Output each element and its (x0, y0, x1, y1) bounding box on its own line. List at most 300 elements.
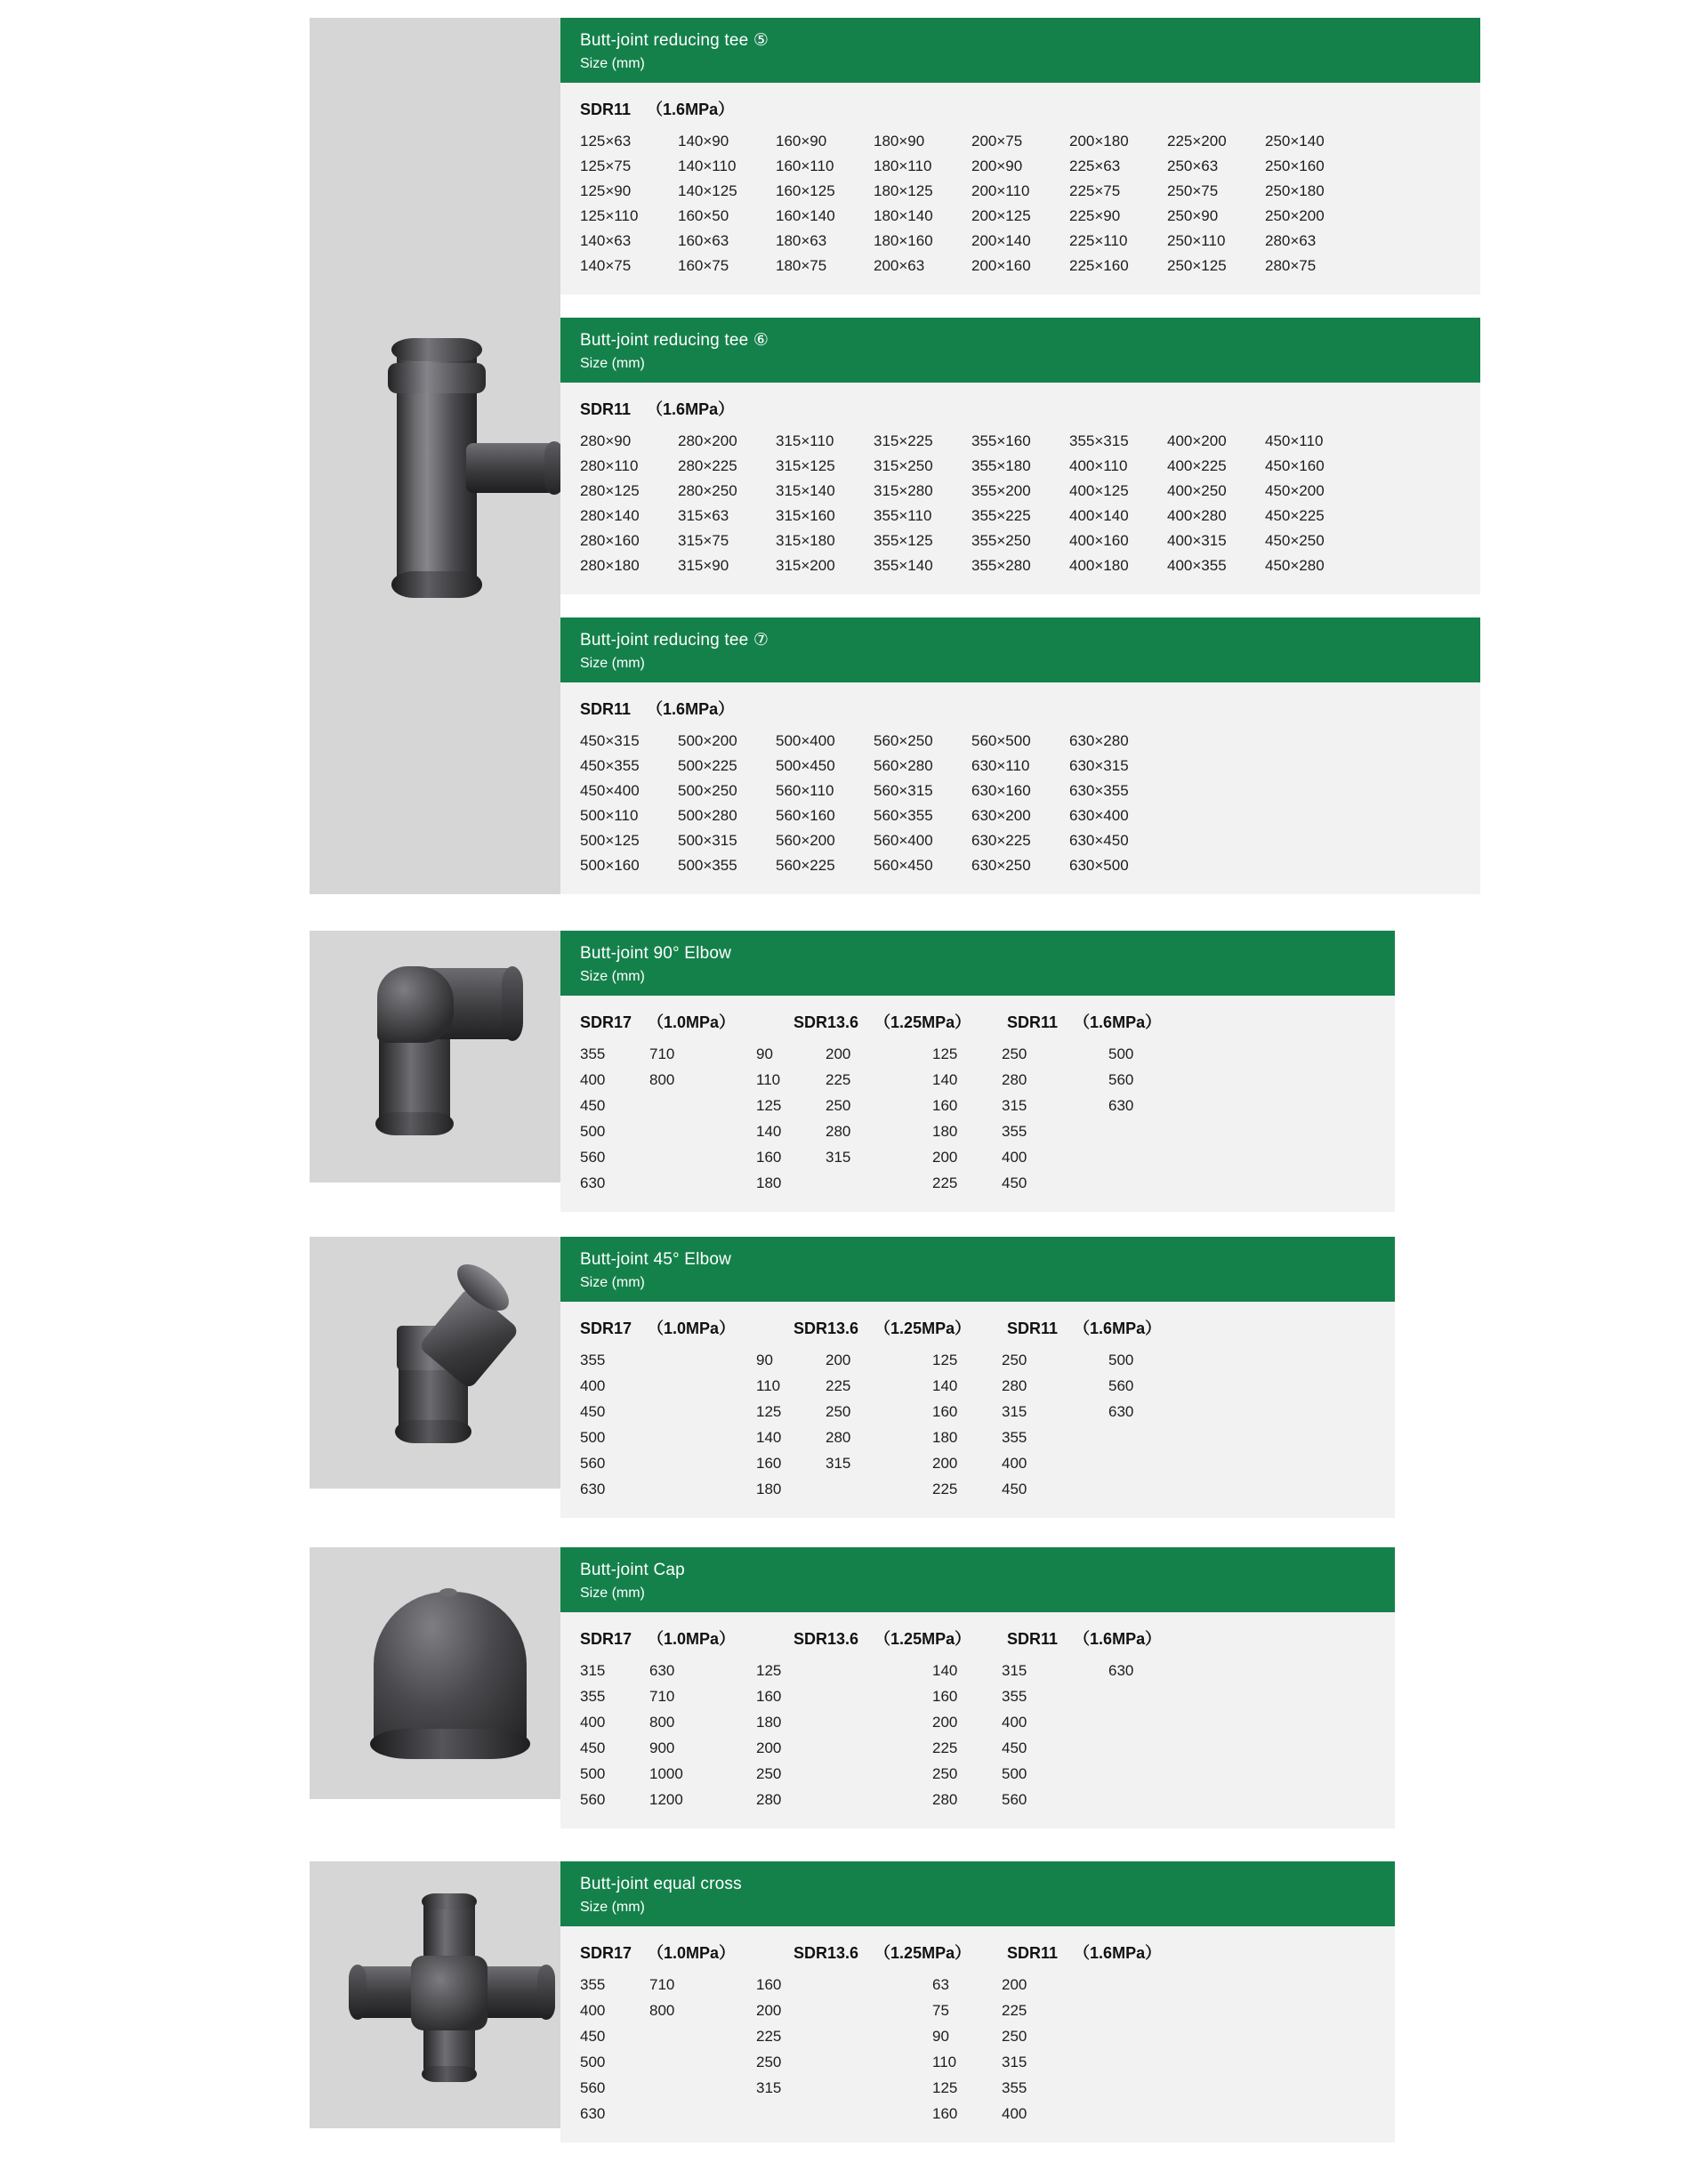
size-cell: 250×140 (1265, 132, 1325, 149)
table-gap (560, 594, 1480, 617)
size-cell (826, 1791, 932, 1809)
tee-collar (388, 363, 486, 393)
size-cell: 355 (1002, 2078, 1027, 2096)
size-cell: 710 (649, 1045, 675, 1062)
butt-joint-reducing-tee-photo (310, 18, 560, 894)
size-cell: 800 (649, 1713, 675, 1731)
size-cell: 315×250 (874, 456, 933, 474)
size-cell: 110 (756, 1070, 781, 1088)
size-cell: 630×160 (971, 782, 1031, 799)
section-reducing-tees (310, 18, 1395, 894)
size-cell: 225 (932, 1174, 958, 1191)
size-cell: 125 (756, 1402, 782, 1420)
size-cell (1265, 807, 1363, 825)
size-cell: 63 (932, 1975, 949, 1993)
size-cell: 180×140 (874, 206, 933, 224)
size-cell: 250×110 (1167, 231, 1226, 249)
size-cell: 250×90 (1167, 206, 1219, 224)
size-cell: 125 (756, 1661, 782, 1679)
size-cell (1108, 1174, 1178, 1192)
table-title: Butt-joint equal cross (580, 1875, 742, 1893)
sdr-label: SDR17 (580, 1629, 632, 1648)
size-cell: 225 (826, 1376, 851, 1394)
sdr-row (580, 1626, 1375, 1650)
size-cell (1363, 432, 1461, 450)
size-cell: 180 (756, 1713, 782, 1731)
size-cell: 225 (756, 2027, 782, 2045)
sdr-label: SDR17 (580, 1943, 632, 1962)
cap-dome (374, 1592, 527, 1752)
size-cell (1167, 807, 1265, 825)
size-cell: 125×75 (580, 157, 632, 174)
size-cell: 250 (826, 1402, 851, 1420)
size-cell: 630 (1108, 1402, 1134, 1420)
size-cell: 560 (1108, 1070, 1134, 1088)
size-cell: 180×75 (776, 256, 827, 274)
size-cell: 225×110 (1069, 231, 1128, 249)
size-cell: 200 (826, 1045, 851, 1062)
size-cell: 560×355 (874, 807, 933, 824)
size-cell: 630×450 (1069, 832, 1129, 849)
size-cell: 140 (756, 1122, 782, 1140)
size-cell (1363, 857, 1461, 875)
table-gap (560, 295, 1480, 318)
size-cell (826, 1976, 932, 1994)
size-cell: 450×280 (1265, 556, 1325, 574)
size-cell: 500 (580, 1122, 606, 1140)
size-cell: 160 (756, 1975, 782, 1993)
size-cell (1108, 1765, 1178, 1783)
table-title: Butt-joint reducing tee ⑥ (580, 331, 769, 351)
size-cell: 355 (580, 1045, 606, 1062)
size-cell: 500×400 (776, 732, 835, 749)
table-subtitle: Size (mm) (580, 655, 645, 671)
sdr-label: SDR13.6 (794, 1013, 859, 1031)
sdr-pressure: （1.6MPa） (647, 100, 735, 118)
size-cell: 280 (756, 1790, 782, 1808)
size-cell: 315×90 (678, 556, 729, 574)
size-cell: 160 (756, 1454, 782, 1472)
size-cell: 200×63 (874, 256, 925, 274)
tee-branch-rim (544, 441, 560, 495)
size-cell: 400 (580, 1376, 606, 1394)
table-header (560, 931, 1395, 996)
size-cell: 225 (932, 1739, 958, 1756)
size-cell: 315 (826, 1454, 851, 1472)
size-cell: 250 (1002, 1351, 1027, 1368)
size-cell: 450 (580, 1402, 606, 1420)
size-cell: 500×125 (580, 832, 640, 849)
cross-illustration (349, 1893, 553, 2080)
butt-joint-equal-cross-photo (310, 1861, 560, 2128)
size-cell: 400×160 (1069, 531, 1129, 549)
size-cell: 400×200 (1167, 432, 1227, 449)
size-cell: 200×180 (1069, 132, 1129, 149)
size-cell: 200×160 (971, 256, 1031, 274)
size-cell (1167, 757, 1265, 775)
sdr-pressure: （1.6MPa） (647, 400, 735, 418)
sdr-pressure: （1.6MPa） (1074, 1943, 1162, 1962)
table-subtitle: Size (mm) (580, 1585, 645, 1601)
size-cell: 400×355 (1167, 556, 1227, 574)
size-cell: 315×110 (776, 432, 834, 449)
size-cell (1108, 2105, 1178, 2123)
size-cell: 160 (756, 1148, 782, 1166)
sdr-label: SDR17 (580, 1013, 632, 1031)
size-cell: 280 (932, 1790, 958, 1808)
size-cell (1167, 832, 1265, 850)
sdr-pressure: （1.25MPa） (874, 1013, 971, 1031)
sdr-row (580, 397, 1461, 420)
elbow-horizontal-rim (502, 966, 523, 1041)
size-cell (649, 1403, 756, 1421)
sdr-label: SDR11 (580, 400, 632, 418)
size-cell: 225×200 (1167, 132, 1227, 149)
size-cell: 250×125 (1167, 256, 1227, 274)
size-cell: 630 (1108, 1096, 1134, 1114)
size-cell (826, 1174, 932, 1192)
size-grid (580, 1662, 1375, 1809)
size-cell: 140×125 (678, 182, 737, 199)
size-cell: 280×200 (678, 432, 737, 449)
sdr-label: SDR13.6 (794, 1319, 859, 1337)
size-cell (649, 2028, 756, 2046)
size-cell (1265, 782, 1363, 800)
sdr-group (580, 397, 734, 420)
size-cell: 500×315 (678, 832, 737, 849)
size-cell: 400 (580, 1070, 606, 1088)
size-cell: 1000 (649, 1764, 683, 1782)
size-cell: 500 (1108, 1351, 1134, 1368)
sdr-group (1007, 1941, 1221, 1964)
size-cell (826, 2105, 932, 2123)
size-cell (1363, 557, 1461, 575)
size-cell: 450×355 (580, 757, 640, 774)
size-cell: 225 (1002, 2001, 1027, 2019)
butt-joint-45-elbow-photo (310, 1237, 560, 1489)
size-cell (1363, 532, 1461, 550)
size-cell: 315×180 (776, 531, 835, 549)
cap-top-nub (439, 1588, 457, 1597)
size-cell: 450×250 (1265, 531, 1325, 549)
size-cell (1363, 157, 1461, 175)
butt-joint-cap-photo (310, 1547, 560, 1799)
size-cell (1108, 1688, 1178, 1706)
size-cell (1363, 457, 1461, 475)
size-cell (649, 1455, 756, 1473)
size-cell: 280×110 (580, 456, 639, 474)
size-cell: 500×250 (678, 782, 737, 799)
size-cell: 355 (580, 1351, 606, 1368)
cross-top-rim (422, 1893, 477, 1909)
table-cap (560, 1547, 1395, 1828)
size-cell: 400 (580, 2001, 606, 2019)
size-cell (826, 2002, 932, 2020)
size-cell: 280×90 (580, 432, 632, 449)
size-cell (1108, 1714, 1178, 1731)
size-cell: 315×280 (874, 481, 933, 499)
size-cell (1363, 832, 1461, 850)
size-cell: 180×125 (874, 182, 933, 199)
sdr-row (580, 697, 1461, 720)
size-cell: 560×200 (776, 832, 835, 849)
size-cell: 280×140 (580, 506, 640, 524)
cap-table (560, 1547, 1395, 1808)
size-cell: 400×110 (1069, 456, 1128, 474)
size-cell: 225×63 (1069, 157, 1121, 174)
size-cell: 450×400 (580, 782, 640, 799)
size-cell: 450 (1002, 1480, 1027, 1497)
size-cell: 500 (580, 1764, 606, 1782)
size-cell: 560 (580, 1148, 606, 1166)
size-cell: 630 (649, 1661, 675, 1679)
table-subtitle: Size (mm) (580, 968, 645, 984)
sdr-label: SDR11 (1007, 1629, 1059, 1648)
size-cell: 450 (580, 1096, 606, 1114)
size-cell: 125 (932, 2078, 958, 2096)
size-cell: 250 (1002, 1045, 1027, 1062)
size-cell: 560×250 (874, 732, 933, 749)
size-cell: 315×75 (678, 531, 729, 549)
size-cell: 450 (1002, 1739, 1027, 1756)
table-header (560, 18, 1480, 83)
size-cell: 355×140 (874, 556, 933, 574)
size-cell: 630×110 (971, 757, 1030, 774)
size-cell: 500 (1108, 1045, 1134, 1062)
size-cell: 500×450 (776, 757, 835, 774)
size-cell: 315×160 (776, 506, 835, 524)
section-elbow-90 (310, 931, 1395, 1191)
size-cell (1108, 2028, 1178, 2046)
size-cell: 160×90 (776, 132, 827, 149)
size-cell: 180×90 (874, 132, 925, 149)
size-cell: 800 (649, 2001, 675, 2019)
size-cell: 400×180 (1069, 556, 1129, 574)
size-cell: 630×355 (1069, 782, 1129, 799)
size-cell: 800 (649, 1070, 675, 1088)
sdr-group (794, 1626, 1007, 1650)
size-cell: 280×250 (678, 481, 737, 499)
sdr-row (580, 1941, 1375, 1964)
size-cell: 560×110 (776, 782, 834, 799)
size-cell: 560×280 (874, 757, 933, 774)
sdr-label: SDR13.6 (794, 1629, 859, 1648)
size-cell: 140×63 (580, 231, 632, 249)
tee-run-bottom-rim (391, 571, 482, 598)
cross-right-rim (537, 1965, 555, 2020)
size-cell: 400×315 (1167, 531, 1227, 549)
size-cell (1265, 857, 1363, 875)
size-cell: 315×63 (678, 506, 729, 524)
size-cell (756, 2105, 826, 2123)
size-cell: 160 (932, 1687, 958, 1705)
size-cell: 355 (1002, 1428, 1027, 1446)
size-cell: 315 (756, 2078, 782, 2096)
size-cell (826, 2054, 932, 2071)
size-cell: 140 (932, 1661, 958, 1679)
size-cell: 250 (1002, 2027, 1027, 2045)
size-cell: 140×75 (580, 256, 632, 274)
size-cell: 400×250 (1167, 481, 1227, 499)
size-cell (1167, 732, 1265, 750)
sdr-label: SDR13.6 (794, 1943, 859, 1962)
size-cell: 355 (580, 1975, 606, 1993)
sdr-group (1007, 1010, 1221, 1033)
size-cell: 200×75 (971, 132, 1023, 149)
sdr-group (580, 1316, 794, 1339)
sdr-label: SDR11 (580, 100, 632, 118)
size-cell: 200×90 (971, 157, 1023, 174)
reducing-tee-tables (560, 18, 1480, 894)
size-cell: 1200 (649, 1790, 683, 1808)
size-cell: 125×110 (580, 206, 639, 224)
size-cell (826, 1481, 932, 1498)
sdr-pressure: （1.25MPa） (874, 1629, 971, 1648)
sdr-group (580, 697, 734, 720)
size-cell (1108, 1429, 1178, 1447)
size-cell: 225 (826, 1070, 851, 1088)
size-cell (649, 2054, 756, 2071)
equal-cross-table (560, 1861, 1395, 2128)
size-cell: 560 (580, 1454, 606, 1472)
sdr-label: SDR17 (580, 1319, 632, 1337)
size-cell: 315×225 (874, 432, 933, 449)
table-body (560, 996, 1395, 1212)
sdr-group (580, 97, 734, 120)
size-cell (1363, 182, 1461, 200)
size-cell: 125×90 (580, 182, 632, 199)
size-cell (826, 1739, 932, 1757)
elbow-knee (377, 966, 454, 1043)
size-cell: 200 (1002, 1975, 1027, 1993)
size-cell: 500×110 (580, 807, 639, 824)
table-header (560, 1237, 1395, 1302)
size-cell: 450 (580, 1739, 606, 1756)
size-cell: 75 (932, 2001, 949, 2019)
size-cell: 315 (826, 1148, 851, 1166)
section-equal-cross (310, 1861, 1395, 2128)
sdr-group (580, 1010, 794, 1033)
size-cell: 315×125 (776, 456, 835, 474)
size-cell: 90 (756, 1045, 773, 1062)
size-cell: 90 (756, 1351, 773, 1368)
table-subtitle: Size (mm) (580, 1274, 645, 1290)
sdr-group (580, 1941, 794, 1964)
size-cell: 400 (1002, 1713, 1027, 1731)
size-cell (1167, 857, 1265, 875)
size-cell (1363, 732, 1461, 750)
size-cell: 280×180 (580, 556, 640, 574)
size-cell (1363, 232, 1461, 250)
size-cell: 500 (580, 2053, 606, 2070)
size-cell: 250 (932, 1764, 958, 1782)
size-cell: 355×110 (874, 506, 932, 524)
size-cell: 900 (649, 1739, 675, 1756)
sdr-pressure: （1.6MPa） (1074, 1629, 1162, 1648)
size-cell (1363, 207, 1461, 225)
size-cell: 500×160 (580, 857, 640, 874)
size-cell (1265, 757, 1363, 775)
size-cell (649, 1149, 756, 1166)
sdr-pressure: （1.0MPa） (648, 1943, 736, 1962)
elbow-vertical-rim (375, 1112, 454, 1135)
tee-branch-pipe (466, 443, 555, 493)
size-cell: 560×315 (874, 782, 933, 799)
size-cell (1108, 1123, 1178, 1141)
size-cell: 560 (580, 2078, 606, 2096)
size-cell: 160 (932, 2104, 958, 2122)
size-cell: 400×140 (1069, 506, 1129, 524)
size-cell: 250 (756, 2053, 782, 2070)
size-cell: 630×500 (1069, 857, 1129, 874)
elbow-base-rim (395, 1420, 471, 1443)
size-cell: 355×315 (1069, 432, 1129, 449)
size-cell: 355 (580, 1687, 606, 1705)
table-reducing-tee-6 (560, 318, 1480, 594)
size-cell: 315 (580, 1661, 606, 1679)
sdr-row (580, 1010, 1375, 1033)
size-cell: 315 (1002, 1096, 1027, 1114)
size-cell: 400 (580, 1713, 606, 1731)
tee-illustration (361, 347, 560, 605)
size-cell (649, 1174, 756, 1192)
size-cell: 200×110 (971, 182, 1030, 199)
size-cell: 450×315 (580, 732, 640, 749)
size-cell (826, 1765, 932, 1783)
size-cell: 355×180 (971, 456, 1031, 474)
table-title: Butt-joint Cap (580, 1561, 685, 1579)
sdr-group (1007, 1626, 1221, 1650)
size-cell: 315 (1002, 1661, 1027, 1679)
size-cell: 355×225 (971, 506, 1031, 524)
size-cell (1363, 257, 1461, 275)
size-cell: 560 (580, 1790, 606, 1808)
size-cell: 180×63 (776, 231, 827, 249)
size-cell (649, 2105, 756, 2123)
size-cell (826, 1714, 932, 1731)
size-cell: 400×125 (1069, 481, 1129, 499)
sdr-pressure: （1.6MPa） (1074, 1013, 1162, 1031)
size-cell: 630×225 (971, 832, 1031, 849)
size-cell: 140×90 (678, 132, 729, 149)
size-cell: 280×63 (1265, 231, 1317, 249)
butt-joint-90-elbow-photo (310, 931, 560, 1182)
sdr-row (580, 97, 1461, 120)
size-cell (649, 1123, 756, 1141)
sdr-group (794, 1941, 1007, 1964)
size-cell: 200 (826, 1351, 851, 1368)
size-cell: 225 (932, 1480, 958, 1497)
size-cell: 355 (1002, 1687, 1027, 1705)
size-cell: 140 (932, 1376, 958, 1394)
size-cell: 355 (1002, 1122, 1027, 1140)
size-cell: 450 (580, 2027, 606, 2045)
size-cell (1108, 1481, 1178, 1498)
size-cell: 560×400 (874, 832, 933, 849)
size-cell: 200 (932, 1454, 958, 1472)
size-cell: 280×225 (678, 456, 737, 474)
size-cell: 280 (826, 1428, 851, 1446)
size-cell: 125×63 (580, 132, 632, 149)
tee-run-top-rim (391, 338, 482, 361)
size-cell: 355×160 (971, 432, 1031, 449)
size-cell (1363, 757, 1461, 775)
size-cell (649, 2079, 756, 2097)
size-cell (1108, 2054, 1178, 2071)
sdr-pressure: （1.6MPa） (1074, 1319, 1162, 1337)
size-cell (1363, 133, 1461, 150)
size-cell: 315×200 (776, 556, 835, 574)
